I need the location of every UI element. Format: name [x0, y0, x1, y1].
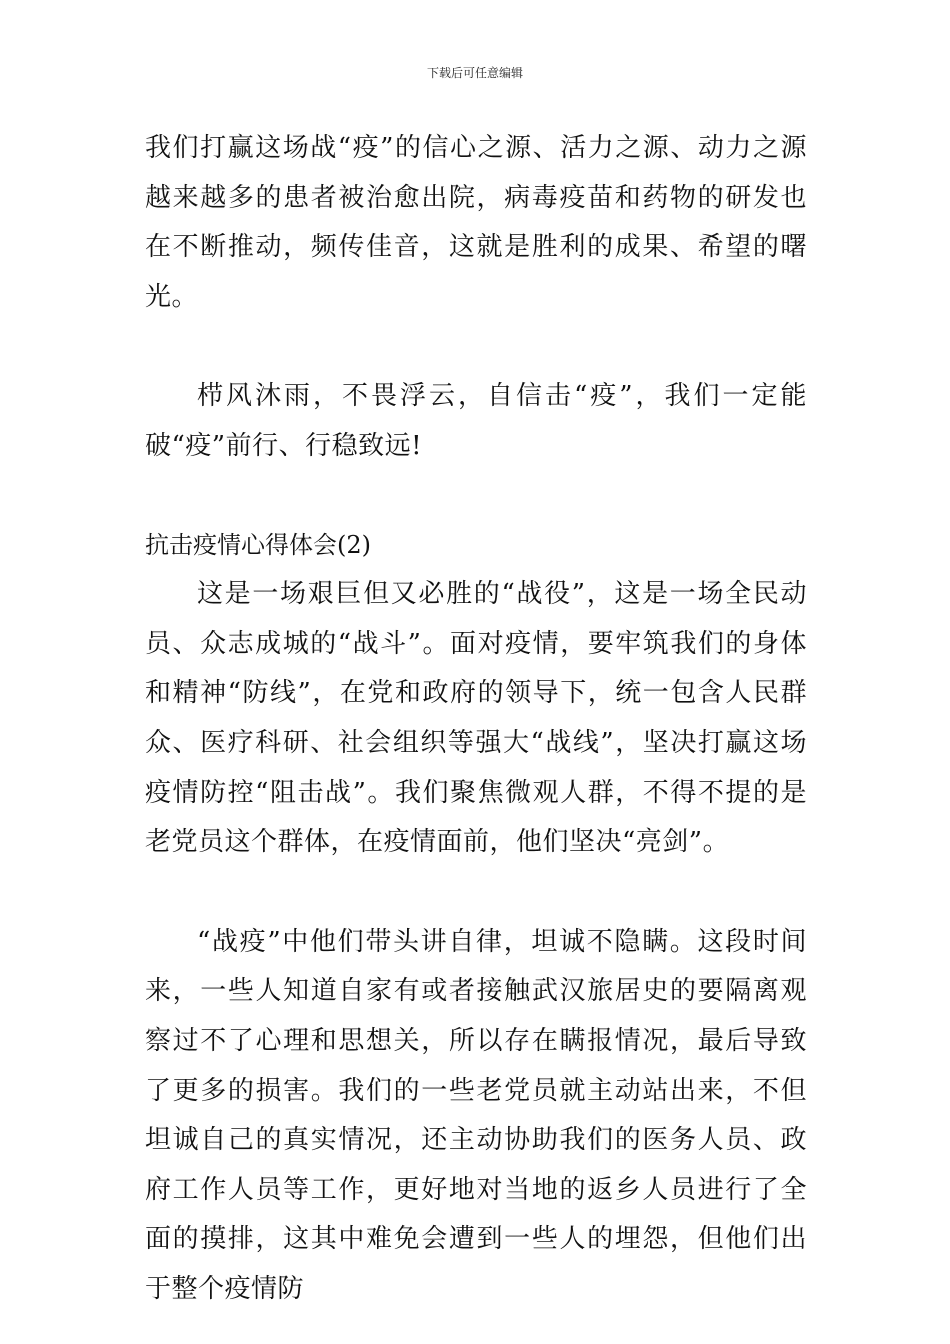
paragraph-2: 栉风沐雨，不畏浮云，自信击“疫”，我们一定能破“疫”前行、行稳致远!: [145, 381, 807, 461]
paragraph-3: 这是一场艰巨但又必胜的“战役”，这是一场全民动员、众志成城的“战斗”。面对疫情，要牢筑我们的身体和精神“防线”，在党和政府的领导下，统一包含人民群众、医疗科研、社会组织等强大“战线”，坚决打赢这场疫情防控“阻击战”。我们聚焦微观人群，不得不提的是老党员这个群体，在疫情面前，他们坚决“亮剑”。: [145, 579, 807, 858]
document-body: [145, 124, 807, 1314]
paragraph-4: “战疫”中他们带头讲自律，坦诚不隐瞒。这段时间来，一些人知道自家有或者接触武汉旅居史的要隔离观察过不了心理和思想关，所以存在瞒报情况，最后导致了更多的损害。我们的一些老党员就主动站出来，不但坦诚自己的真实情况，还主动协助我们的医务人员、政府工作人员等工作，更好地对当地的返乡人员进行了全面的摸排，这其中难免会遭到一些人的埋怨，但他们出于整个疫情防: [145, 926, 807, 1304]
paragraph-1: 我们打赢这场战“疫”的信心之源、活力之源、动力之源越来越多的患者被治愈出院，病毒疫苗和药物的研发也在不断推动，频传佳音，这就是胜利的成果、希望的曙光。: [145, 133, 807, 312]
section-heading: 抗击疫情心得体会(2): [145, 530, 371, 559]
page-header: 下载后可任意编辑: [426, 66, 523, 80]
